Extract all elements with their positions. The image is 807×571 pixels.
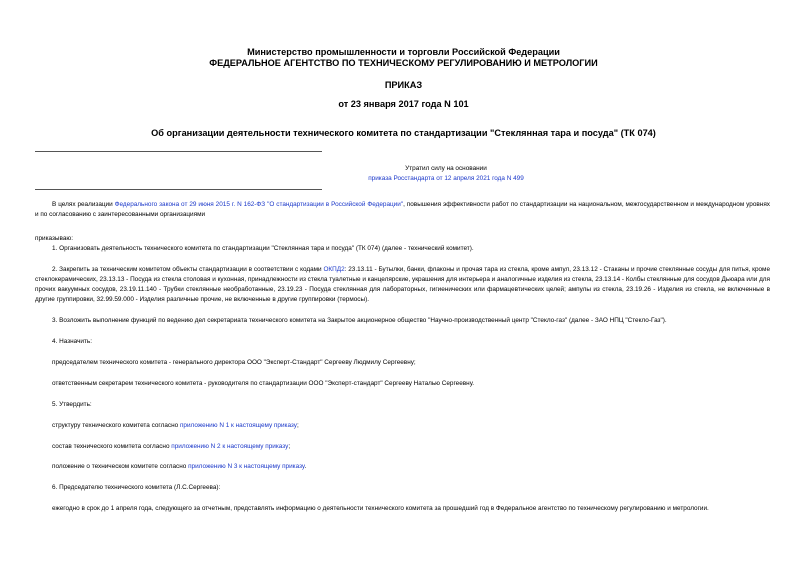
item-4-chair: председателем технического комитета - генерального директора ООО "Эксперт-Стандарт" Сергееву Людмилу Сергеевну; [52, 359, 416, 366]
document-date-number: от 23 января 2017 года N 101 [338, 99, 469, 109]
intro-paragraph: В целях реализации Федерального закона от 29 июня 2015 г. N 162-ФЗ "О стандартизации в Российской Федерации", повышения эффективности работ по стандартизации на национальном, межгосударственном и международном уровнях и по согласованию с заинтересованными организациями [35, 201, 770, 218]
ministry-heading: Министерство промышленности и торговли Российской Федерации [247, 47, 560, 57]
appendix-3-link[interactable]: приложению N 3 к настоящему приказу [188, 463, 305, 470]
document-title: Об организации деятельности технического комитета по стандартизации "Стеклянная тара и посуда" (ТК 074) [151, 128, 656, 138]
federal-law-link[interactable]: Федерального закона от 29 июня 2015 г. N 162-ФЗ "О стандартизации в Российской Федерации" [114, 201, 404, 208]
item-6-text: ежегодно в срок до 1 апреля года, следующего за отчетным, представлять информацию о деятельности технического комитета за прошедший год в Федеральное агентство по техническому регулированию и метрологии. [52, 505, 709, 512]
item-6: 6. Председателю технического комитета (Л.С.Сергеева): [52, 484, 221, 491]
item-4-secretary: ответственным секретарем технического комитета - руководителя по стандартизации ООО "Эксперт-стандарт" Сергееву Наталью Сергеевну. [52, 380, 475, 387]
status-text: Утратил силу на основании [405, 165, 487, 172]
item-5-composition: состав технического комитета согласно приложению N 2 к настоящему приказу; [52, 443, 291, 450]
item-1: 1. Организовать деятельность технического комитета по стандартизации "Стеклянная тара и посуда" (ТК 074) (далее - технический комитет). [52, 245, 474, 252]
item-5: 5. Утвердить: [52, 401, 92, 408]
item-3: 3. Возложить выполнение функций по ведению дел секретариата технического комитета на Закрытое акционерное общество "Научно-производственный центр "Стекло-газ" (далее - ЗАО НПЦ "Стекло-Газ"). [52, 317, 667, 324]
order-word: приказываю: [35, 235, 73, 242]
repeal-order-link[interactable]: приказа Росстандарта от 12 апреля 2021 года N 499 [368, 175, 524, 182]
item-5-structure: структуру технического комитета согласно приложению N 1 к настоящему приказу; [52, 422, 299, 429]
okpd2-link[interactable]: ОКПД2 [323, 266, 345, 273]
item-2: 2. Закрепить за техническим комитетом объекты стандартизации в соответствии с кодами ОКПД2: 23.13.11 - Бутылки, банки, флаконы и прочая тара из стекла, кроме ампул, 23.13.12 - Стаканы и прочие стеклянные сосуды для питья, кроме стеклокерамических, 23.13.13 - Посуда из стекла столовая и кухонная, принадлежности из стекла туалетные и канцелярские, украшения для интерьера и аналогичные изделия из стекла, 23.13.14 - Колбы стеклянные для сосудов Дьюара или для прочих вакуумных сосудов, 23.19.11.140 - Трубки стеклянные необработанные, 23.19.23 - Посуда стеклянная для лабораторных, гигиенических или фармацевтических целей; ампулы из стекла, 23.19.26 - Изделия из стекла, не включенные в другие группировки, 32.99.59.000 - Изделия различные прочие, не включенные в другие группировки (термосы). [35, 266, 770, 303]
divider-line [35, 151, 322, 152]
agency-heading: ФЕДЕРАЛЬНОЕ АГЕНТСТВО ПО ТЕХНИЧЕСКОМУ РЕГУЛИРОВАНИЮ И МЕТРОЛОГИИ [209, 58, 598, 68]
document-type: ПРИКАЗ [384, 80, 423, 90]
appendix-1-link[interactable]: приложению N 1 к настоящему приказу [179, 422, 297, 429]
item-5-regulation: положение о техническом комитете согласно приложению N 3 к настоящему приказу. [52, 463, 307, 470]
appendix-2-link[interactable]: приложению N 2 к настоящему приказу [171, 443, 289, 450]
divider-line [35, 189, 322, 190]
item-4: 4. Назначить: [52, 338, 93, 345]
status-note [236, 164, 656, 184]
